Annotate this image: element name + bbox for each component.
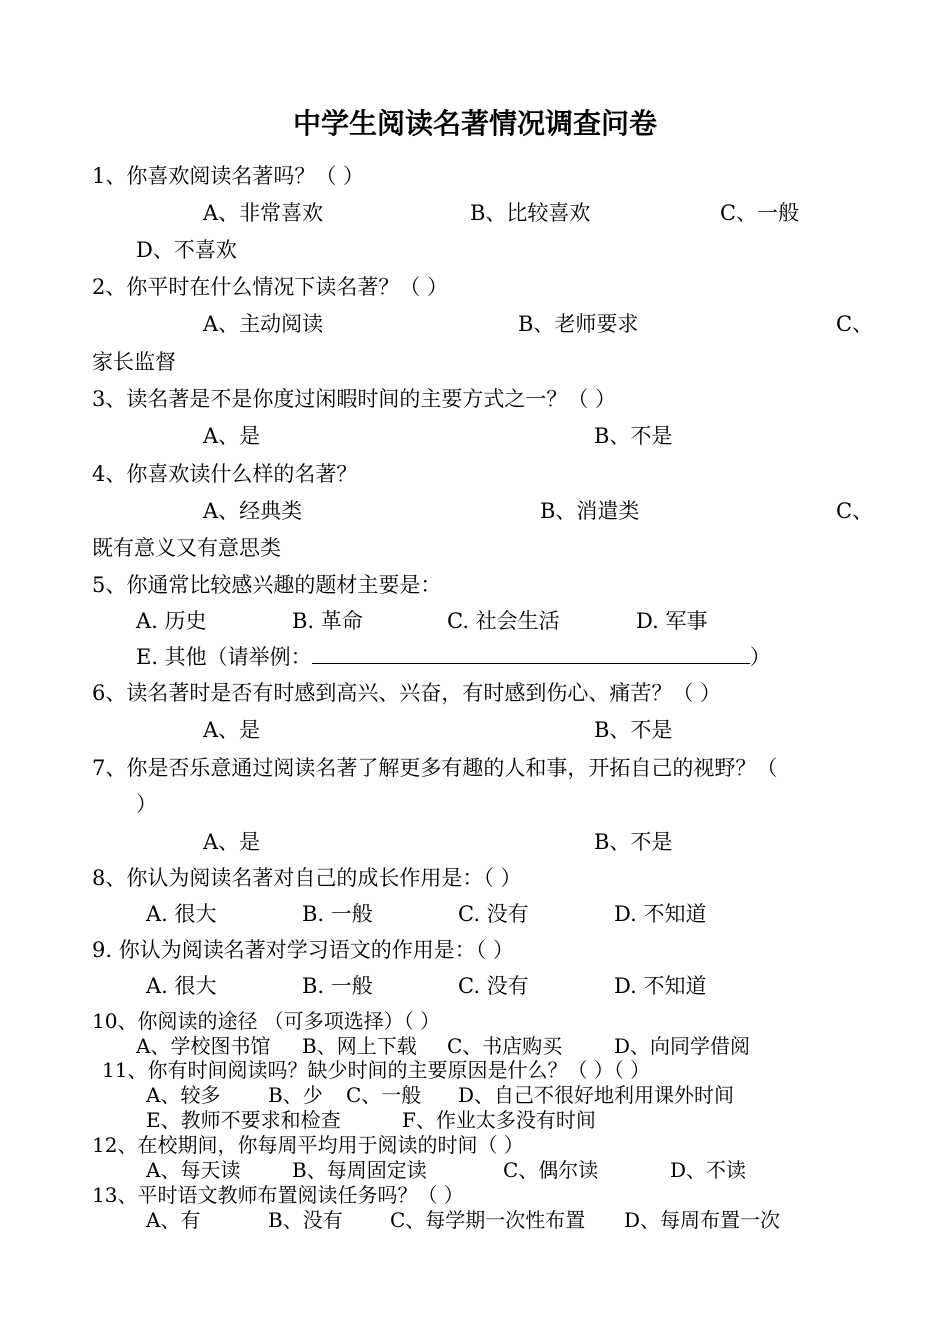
page-title: 中学生阅读名著情况调查问卷 xyxy=(292,107,657,140)
q12-option-d: D、不读 xyxy=(670,1158,747,1182)
q10-option-c: C、书店购买 xyxy=(447,1034,563,1058)
q5-option-d: D. 军事 xyxy=(636,609,708,633)
q10-option-b: B、网上下载 xyxy=(302,1034,417,1058)
q1-option-a: A、非常喜欢 xyxy=(203,201,324,225)
q1-option-b: B、比较喜欢 xyxy=(470,201,591,225)
q7-option-b: B、不是 xyxy=(594,830,673,854)
q5-other-prefix: E. 其他（请举例： xyxy=(136,645,312,669)
q8-option-c: C. 没有 xyxy=(458,902,529,926)
q1-option-d: D、不喜欢 xyxy=(136,238,237,262)
q9-option-a: A. 很大 xyxy=(146,974,217,998)
q11-option-e: E、教师不要求和检查 xyxy=(146,1108,341,1132)
q12-option-b: B、每周固定读 xyxy=(292,1158,427,1182)
q4-option-c-text: 既有意义又有意思类 xyxy=(92,536,281,560)
q2-option-c-text: 家长监督 xyxy=(92,350,176,374)
question-7-close: ） xyxy=(136,792,157,816)
q12-option-c: C、偶尔读 xyxy=(503,1158,599,1182)
q9-option-c: C. 没有 xyxy=(458,974,529,998)
q3-option-b: B、不是 xyxy=(594,424,673,448)
q5-other-blank-line[interactable] xyxy=(312,643,750,664)
question-8: 8、你认为阅读名著对自己的成长作用是：（ ） xyxy=(92,866,522,890)
question-3: 3、读名著是不是你度过闲暇时间的主要方式之一？（ ） xyxy=(92,387,617,411)
q5-other-suffix: ） xyxy=(749,645,771,669)
q2-option-b: B、老师要求 xyxy=(518,312,639,336)
q8-option-a: A. 很大 xyxy=(146,902,217,926)
q7-option-a: A、是 xyxy=(203,830,261,854)
question-4: 4、你喜欢读什么样的名著？ xyxy=(92,462,358,486)
q11-option-a: A、较多 xyxy=(146,1083,221,1107)
q5-option-a: A. 历史 xyxy=(136,609,207,633)
q5-option-b: B. 革命 xyxy=(292,609,363,633)
q2-option-c: C、 xyxy=(836,312,874,336)
q11-option-c: C、一般 xyxy=(346,1083,422,1107)
question-7: 7、你是否乐意通过阅读名著了解更多有趣的人和事，开拓自己的视野？（ xyxy=(92,756,778,780)
q4-option-a: A、经典类 xyxy=(203,499,303,523)
q6-option-a: A、是 xyxy=(203,718,261,742)
q9-option-d: D. 不知道 xyxy=(614,974,707,998)
question-11: 11、你有时间阅读吗？缺少时间的主要原因是什么？（ ）（ ） xyxy=(102,1058,651,1082)
q4-option-c: C、 xyxy=(836,499,874,523)
q13-option-a: A、有 xyxy=(146,1208,201,1232)
q11-option-d: D、自己不很好地利用课外时间 xyxy=(458,1083,735,1107)
q8-option-b: B. 一般 xyxy=(302,902,373,926)
q13-option-c: C、每学期一次性布置 xyxy=(390,1208,586,1232)
question-5: 5、你通常比较感兴趣的题材主要是： xyxy=(92,573,442,597)
q5-option-e xyxy=(136,643,771,671)
q10-option-d: D、向同学借阅 xyxy=(614,1034,751,1058)
q8-option-d: D. 不知道 xyxy=(614,902,707,926)
question-12: 12、在校期间，你每周平均用于阅读的时间（ ） xyxy=(92,1133,524,1157)
q6-option-b: B、不是 xyxy=(594,718,673,742)
question-1: 1、你喜欢阅读名著吗？（ ） xyxy=(92,164,365,188)
question-9: 9. 你认为阅读名著对学习语文的作用是：（ ） xyxy=(92,938,514,962)
q3-option-a: A、是 xyxy=(203,424,261,448)
q10-option-a: A、学校图书馆 xyxy=(136,1034,271,1058)
q13-option-b: B、没有 xyxy=(268,1208,343,1232)
q1-option-c: C、一般 xyxy=(720,201,800,225)
q9-option-b: B. 一般 xyxy=(302,974,373,998)
question-6: 6、读名著时是否有时感到高兴、兴奋，有时感到伤心、痛苦？（ ） xyxy=(92,681,722,705)
question-2: 2、你平时在什么情况下读名著？（ ） xyxy=(92,275,449,299)
q2-option-a: A、主动阅读 xyxy=(203,312,324,336)
q12-option-a: A、每天读 xyxy=(146,1158,241,1182)
q11-option-f: F、作业太多没有时间 xyxy=(402,1108,596,1132)
q11-option-b: B、少 xyxy=(268,1083,323,1107)
q4-option-b: B、消遣类 xyxy=(540,499,640,523)
question-13: 13、平时语文教师布置阅读任务吗？（ ） xyxy=(92,1183,464,1207)
q5-option-c: C. 社会生活 xyxy=(447,609,560,633)
q13-option-d: D、每周布置一次 xyxy=(624,1208,781,1232)
question-10: 10、你阅读的途径 （可多项选择）（ ） xyxy=(92,1009,441,1033)
